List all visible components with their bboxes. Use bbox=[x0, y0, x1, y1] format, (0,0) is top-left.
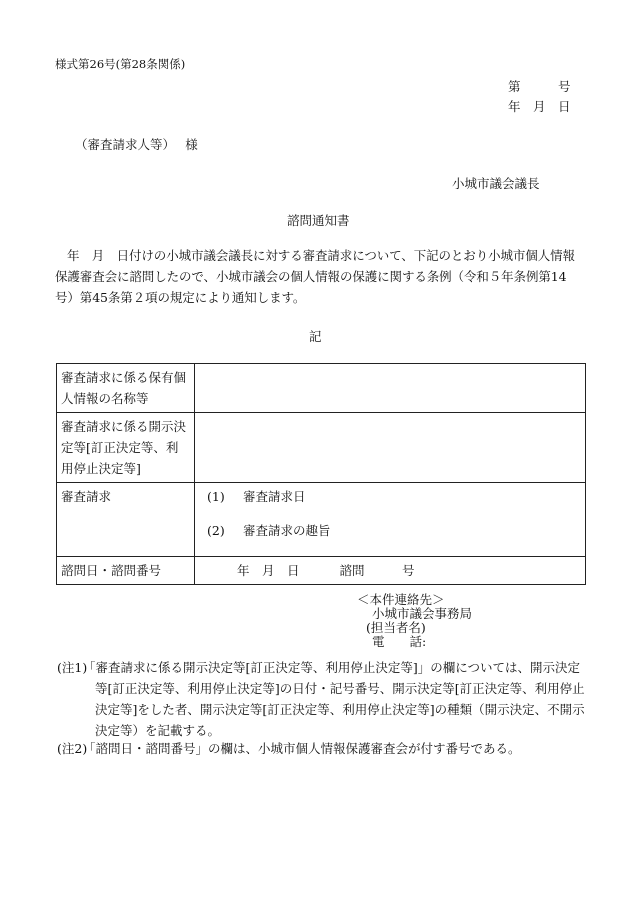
consultation-value bbox=[195, 557, 586, 585]
contact-office: 小城市議会事務局 bbox=[372, 606, 473, 621]
review-request-value bbox=[195, 483, 586, 557]
personal-info-name-label: 審査請求に係る保有個人情報の名称等 bbox=[57, 364, 195, 413]
sender: 小城市議会議長 bbox=[452, 176, 540, 191]
note-text: 「審査請求に係る開示決定等[訂正決定等、利用停止決定等]」の欄については、開示決定等[訂正決定等、利用停止決定等]の日付・記号番号、開示決定等[訂正決定等、利用停止決定等]をした者、開示決定等[訂正決定等、利用停止決定等]の種類（開示決定、不開示決定等）を記載する。 bbox=[83, 660, 585, 738]
consultation-date: 年 月 日 bbox=[237, 563, 300, 578]
review-request-date-item bbox=[199, 486, 581, 507]
note-1 bbox=[57, 657, 585, 741]
consultation-label: 諮問日・諮問番号 bbox=[57, 557, 195, 585]
document-title: 諮問通知書 bbox=[287, 213, 350, 228]
ki-heading: 記 bbox=[309, 329, 322, 344]
body-paragraph: 年 月 日付けの小城市議会議長に対する審査請求について、下記のとおり小城市個人情報保護審査会に諮問したので、小城市議会の個人情報の保護に関する条例（令和５年条例第14号）第45条第２項の規定により通知します。 bbox=[55, 248, 575, 305]
note-2 bbox=[57, 738, 585, 759]
note-mark: (注2) bbox=[57, 741, 88, 756]
review-request-purpose-item bbox=[199, 520, 581, 541]
item-text: 審査請求の趣旨 bbox=[243, 523, 331, 538]
review-request-label: 審査請求 bbox=[57, 483, 195, 557]
disclosure-decision-label: 審査請求に係る開示決定等[訂正決定等、利用停止決定等] bbox=[57, 413, 195, 483]
item-number: (1) bbox=[207, 489, 225, 504]
note-mark: (注1) bbox=[57, 660, 88, 675]
table-row bbox=[57, 557, 586, 585]
consultation-number: 諮問 号 bbox=[339, 563, 415, 578]
table-row bbox=[57, 413, 586, 483]
personal-info-name-value bbox=[195, 364, 586, 413]
item-text: 審査請求日 bbox=[243, 489, 306, 504]
table-row bbox=[57, 364, 586, 413]
disclosure-decision-value bbox=[195, 413, 586, 483]
details-table bbox=[56, 363, 586, 585]
contact-telephone: 電 話: bbox=[372, 634, 427, 649]
form-number: 様式第26号(第28条関係) bbox=[55, 57, 186, 71]
contact-heading: ＜本件連絡先＞ bbox=[357, 592, 445, 607]
addressee: （審査請求人等） 様 bbox=[75, 137, 198, 152]
note-text: 「諮問日・諮問番号」の欄は、小城市個人情報保護審査会が付す番号である。 bbox=[83, 741, 521, 756]
contact-person: (担当者名) bbox=[366, 620, 426, 635]
document-number: 第 号 bbox=[508, 79, 571, 94]
table-row bbox=[57, 483, 586, 557]
document-date: 年 月 日 bbox=[508, 99, 571, 114]
item-number: (2) bbox=[207, 523, 225, 538]
